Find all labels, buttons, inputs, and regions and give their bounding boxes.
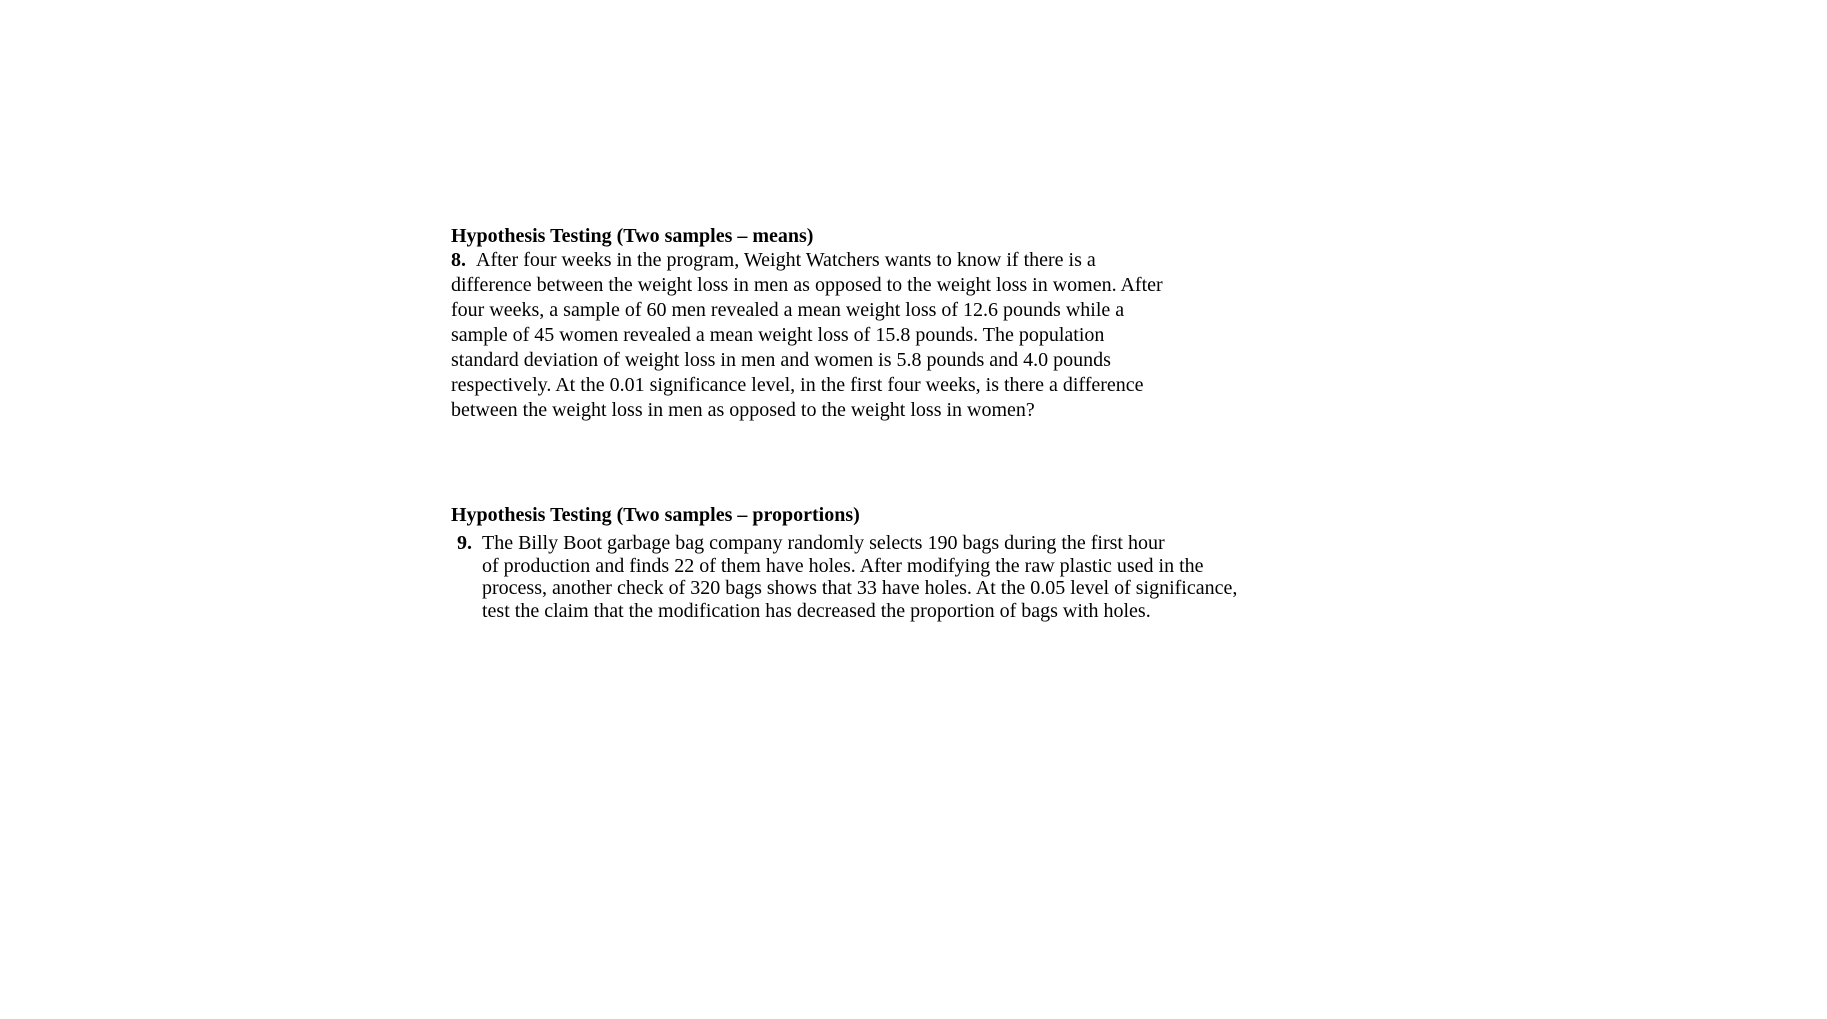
- question-number: 8.: [451, 249, 466, 271]
- question-line: respectively. At the 0.01 significance level, in the first four weeks, is there a difference: [451, 374, 1144, 396]
- question-number: 9.: [457, 532, 472, 554]
- question-line: of production and finds 22 of them have holes. After modifying the raw plastic used in the: [482, 554, 1204, 577]
- question-text: After four weeks in the program, Weight Watchers wants to know if there is a: [476, 249, 1096, 271]
- question-text: The Billy Boot garbage bag company randomly selects 190 bags during the first hour: [482, 532, 1165, 554]
- question-line: between the weight loss in men as opposed to the weight loss in women?: [451, 399, 1035, 421]
- question-line: sample of 45 women revealed a mean weight loss of 15.8 pounds. The population: [451, 324, 1105, 346]
- question-line: [451, 248, 1251, 273]
- question-line: difference between the weight loss in men as opposed to the weight loss in women. After: [451, 274, 1163, 296]
- section-heading: Hypothesis Testing (Two samples – means): [451, 225, 814, 247]
- question-line: [451, 532, 1291, 555]
- section-two-samples-proportions: [451, 503, 1291, 622]
- section-heading: Hypothesis Testing (Two samples – proportions): [451, 504, 860, 526]
- question-line: four weeks, a sample of 60 men revealed a mean weight loss of 12.6 pounds while a: [451, 299, 1125, 321]
- question-line: test the claim that the modification has decreased the proportion of bags with holes.: [482, 599, 1151, 622]
- section-two-samples-means: [451, 224, 1251, 423]
- question-line: standard deviation of weight loss in men and women is 5.8 pounds and 4.0 pounds: [451, 349, 1111, 371]
- question-line: process, another check of 320 bags shows that 33 have holes. At the 0.05 level of significance,: [482, 577, 1238, 599]
